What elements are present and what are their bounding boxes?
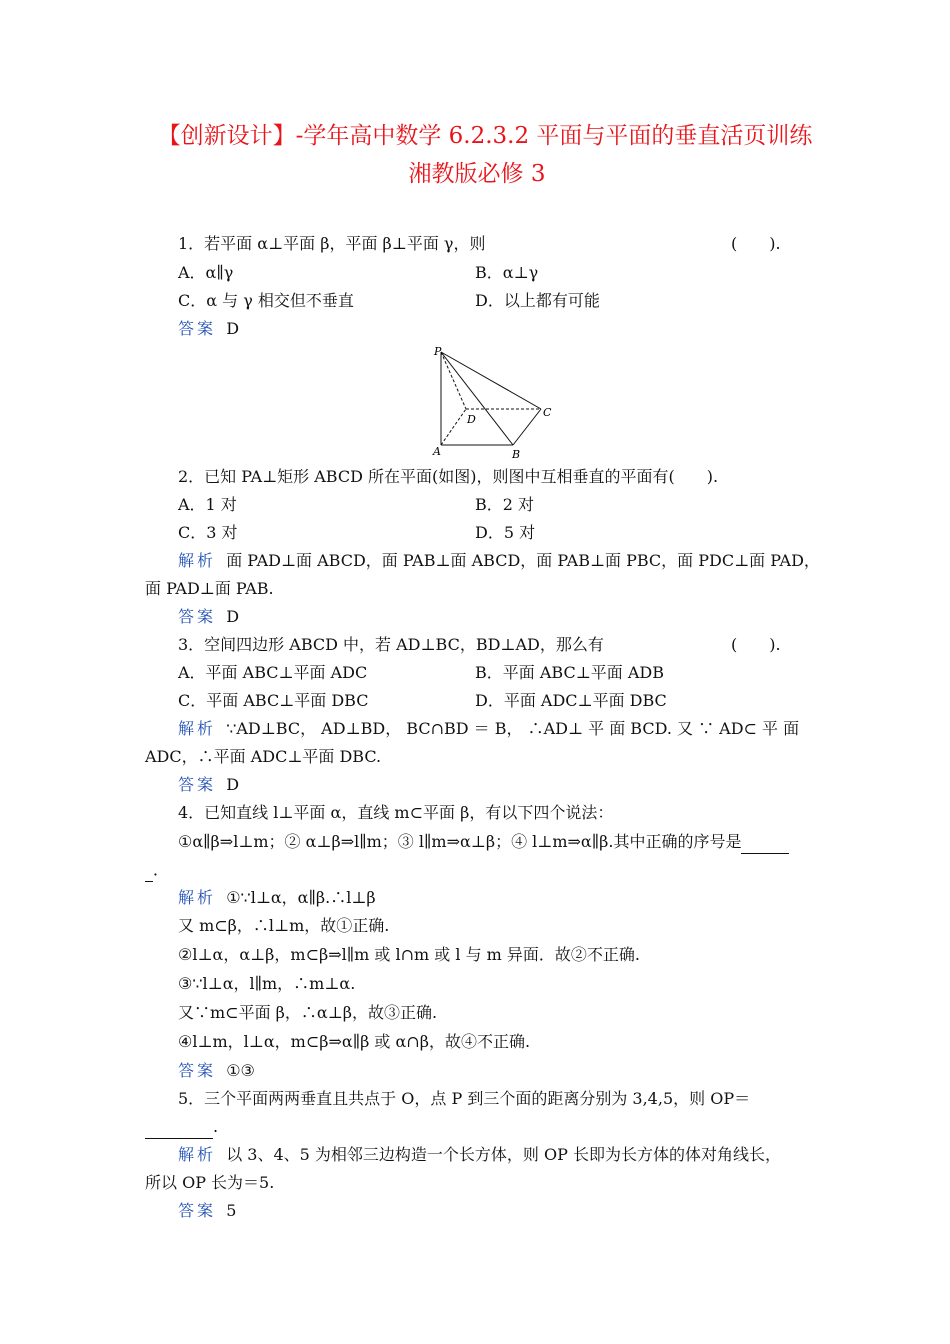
q2-stem: 2．已知 PA⊥矩形 ABCD 所在平面(如图)，则图中互相垂直的平面有( ). [178,467,719,486]
q3-analysis-line2: ADC，∴平面 ADC⊥平面 DBC. [145,747,382,766]
q5-answer-row [178,1200,236,1222]
q4-statements-row [178,831,789,854]
q5-blank-tail: . [213,1117,219,1136]
pyramid-figure [428,342,554,462]
answer-label: 答案 [178,319,217,338]
q4-blank-tail-row [145,859,169,882]
document-title-line1: 【创新设计】-学年高中数学 6.2.3.2 平面与平面的垂直活页训练 [157,123,813,149]
q4-analysis-line2: 又 m⊂β，∴l⊥m，故①正确. [178,916,390,935]
q1-answer-row [178,318,239,340]
q4-answer: ①③ [226,1061,255,1080]
q3-option-c: C．平面 ABC⊥平面 DBC [178,691,369,710]
q1-option-d: D．以上都有可能 [475,291,600,310]
analysis-label: 解析 [178,888,217,907]
answer-label: 答案 [178,1201,217,1220]
q3-option-b: B．平面 ABC⊥平面 ADB [475,663,664,682]
q1-option-b: B．α⊥γ [475,263,539,282]
q4-answer-blank-cont [145,859,153,882]
q2-answer: D [226,607,240,626]
q4-answer-blank [741,831,789,854]
q5-analysis-row [178,1144,781,1166]
q4-analysis-line1: ①∵l⊥α，α∥β.∴l⊥β [226,888,376,907]
analysis-label: 解析 [178,551,217,570]
q2-option-d: D．5 对 [475,523,536,542]
q3-option-d: D．平面 ADC⊥平面 DBC [475,691,667,710]
q3-analysis-line1: ∵AD⊥BC， AD⊥BD， BC∩BD ＝ B， ∴AD⊥ 平 面 BCD. 又 ∵ AD⊂ 平 面 [226,719,800,738]
q2-analysis-line2: 面 PAD⊥面 PAB. [145,579,274,598]
q4-analysis-line3: ②l⊥α，α⊥β，m⊂β⇒l∥m 或 l∩m 或 l 与 m 异面．故②不正确. [178,945,641,964]
q2-option-c: C．3 对 [178,523,238,542]
figure-label-c: C [543,406,552,419]
q3-paren: ( ). [731,635,781,654]
q5-analysis-line2: 所以 OP 长为＝5. [145,1173,275,1192]
q4-analysis-line5: 又∵m⊂平面 β，∴α⊥β，故③正确. [178,1003,438,1022]
q4-answer-row [178,1060,255,1082]
q3-stem: 3．空间四边形 ABCD 中，若 AD⊥BC，BD⊥AD，那么有 [178,635,604,654]
q1-option-c: C．α 与 γ 相交但不垂直 [178,291,354,310]
q3-option-a: A．平面 ABC⊥平面 ADC [178,663,368,682]
q1-option-a: A．α∥γ [178,263,234,282]
analysis-label: 解析 [178,1145,217,1164]
figure-label-a: A [433,445,441,458]
q5-answer: 5 [226,1201,237,1220]
figure-label-p: P [434,345,442,358]
q5-stem: 5．三个平面两两垂直且共点于 O，点 P 到三个面的距离分别为 3,4,5，则 OP＝ [178,1089,751,1108]
figure-label-b: B [512,448,521,461]
q4-stem: 4．已知直线 l⊥平面 α，直线 m⊂平面 β，有以下四个说法： [178,803,614,822]
q2-option-b: B．2 对 [475,495,535,514]
q2-option-a: A．1 对 [178,495,237,514]
q3-analysis-row [178,718,799,740]
analysis-label: 解析 [178,719,217,738]
q4-analysis-line6: ④l⊥m，l⊥α，m⊂β⇒α∥β 或 α∩β，故④不正确. [178,1032,531,1051]
q4-blank-tail: ． [153,860,170,879]
q1-paren: ( ). [731,234,781,253]
q5-blank-row [145,1116,218,1139]
q2-analysis-line1: 面 PAD⊥面 ABCD，面 PAB⊥面 ABCD，面 PAB⊥面 PBC，面 PDC⊥面 PAD， [226,551,820,570]
q2-analysis-row [178,550,820,572]
q4-analysis-row [178,887,376,909]
answer-label: 答案 [178,775,217,794]
q5-answer-blank [145,1116,213,1139]
answer-label: 答案 [178,1061,217,1080]
document-title-line2: 湘教版必修 3 [408,161,546,187]
q4-analysis-line4: ③∵l⊥α，l∥m，∴m⊥α. [178,974,356,993]
q5-analysis-line1: 以 3、4、5 为相邻三边构造一个长方体，则 OP 长即为长方体的体对角线长， [226,1145,781,1164]
answer-label: 答案 [178,607,217,626]
q1-stem: 1．若平面 α⊥平面 β，平面 β⊥平面 γ，则 [178,234,486,253]
q4-statements: ①α∥β⇒l⊥m；② α⊥β⇒l∥m；③ l∥m⇒α⊥β；④ l⊥m⇒α∥β.其中正确的序号是 [178,832,742,851]
q3-answer: D [226,775,240,794]
q1-answer: D [226,319,240,338]
q2-answer-row [178,606,239,628]
figure-label-d: D [467,413,476,426]
q3-answer-row [178,774,239,796]
